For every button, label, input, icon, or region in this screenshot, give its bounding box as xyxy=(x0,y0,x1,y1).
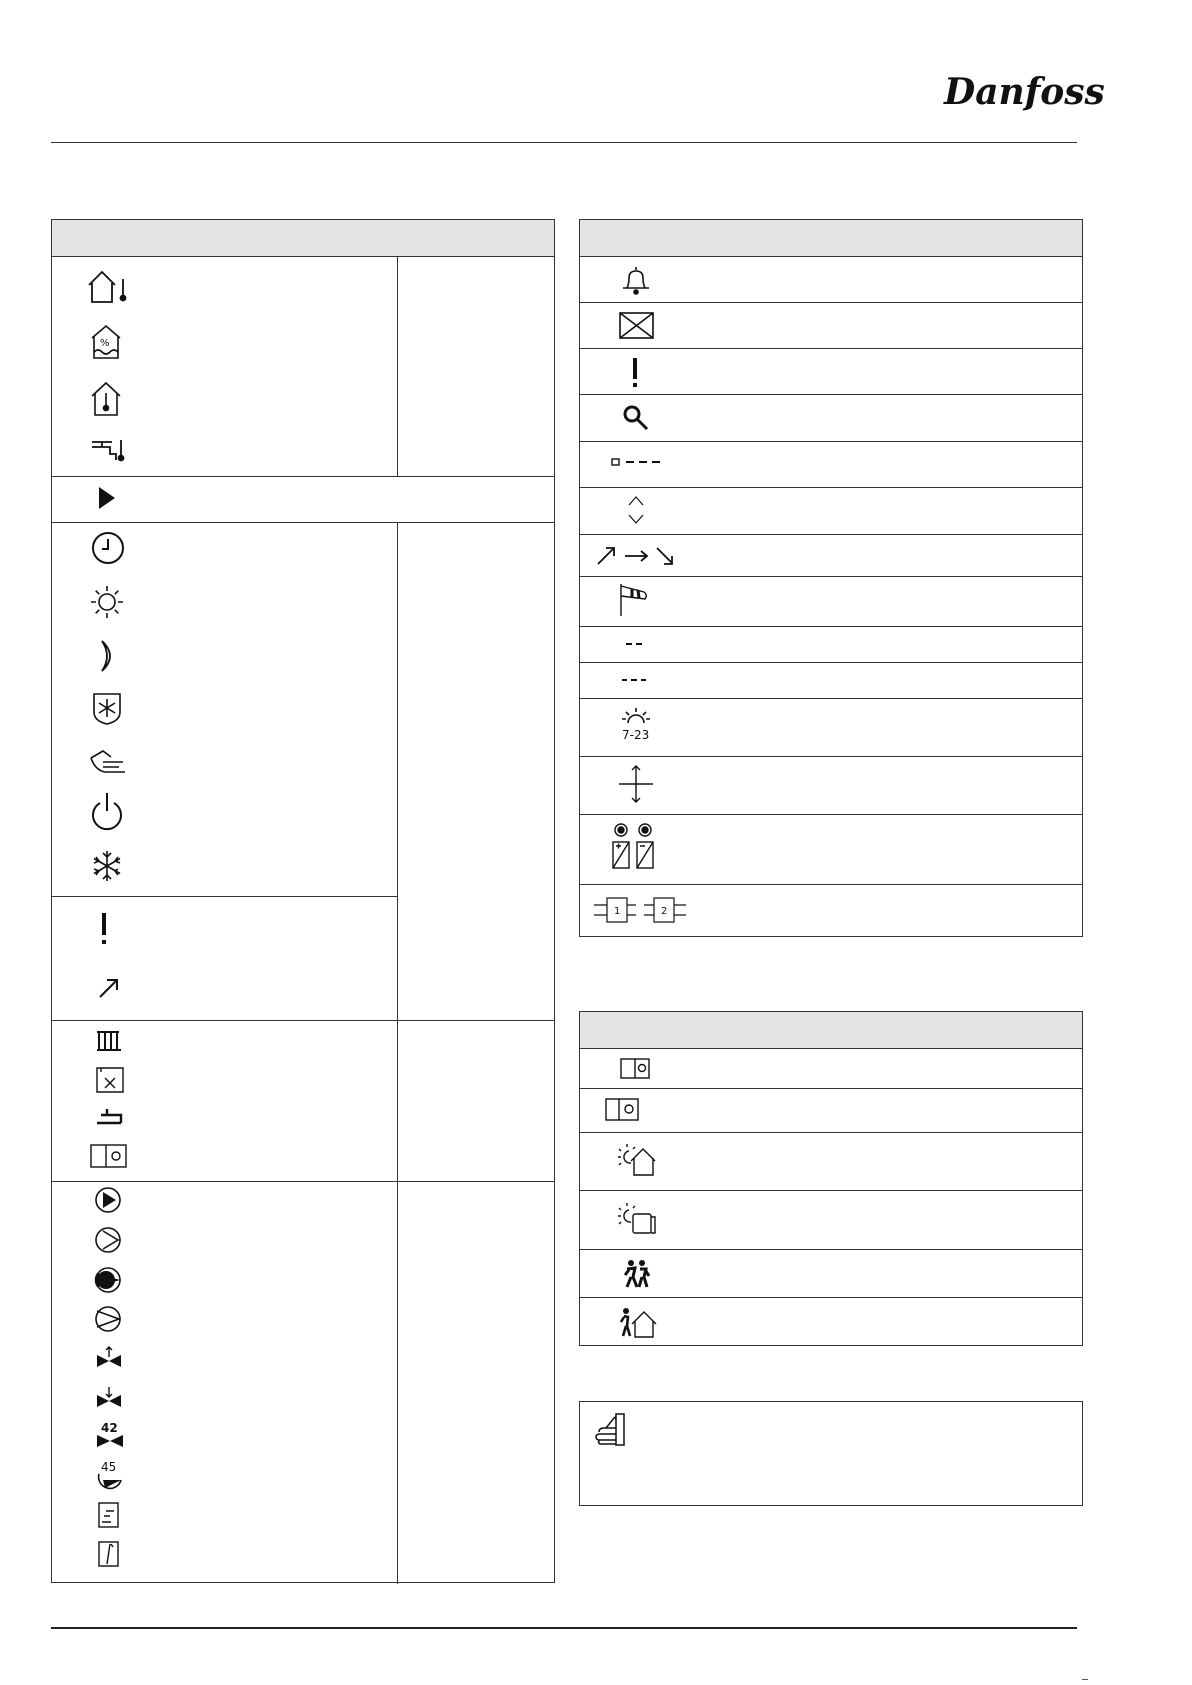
envelope-icon xyxy=(619,312,655,340)
battery-cells-icon xyxy=(610,822,658,872)
floor-heating-icon xyxy=(95,1066,125,1094)
outdoor-sun-building-icon xyxy=(617,1202,657,1236)
divider xyxy=(580,626,1082,627)
logo-text: Danfoss xyxy=(944,71,1105,113)
channel-one-label: 1 xyxy=(614,906,621,917)
rising-arrow-icon xyxy=(98,977,120,999)
pump-off-icon xyxy=(94,1226,122,1254)
frost-protection-icon xyxy=(92,692,122,726)
sun-schedule-icon xyxy=(619,705,653,743)
triple-dash-icon xyxy=(620,676,648,684)
divider xyxy=(580,662,1082,663)
right-symbol-table xyxy=(579,219,1083,937)
four-way-arrows-icon xyxy=(618,764,654,804)
divider xyxy=(580,884,1082,885)
header-rule xyxy=(51,142,1077,143)
channel-modules-icon xyxy=(592,892,688,928)
left-table-header xyxy=(52,220,554,257)
up-down-arrows-icon xyxy=(627,494,645,526)
pump-temperature-label: 45 xyxy=(101,1460,117,1474)
column-divider xyxy=(397,522,398,1584)
right-table-header xyxy=(580,220,1082,257)
divider xyxy=(52,1181,554,1182)
valve-temperature-label: 42 xyxy=(101,1421,118,1435)
segment-dashes-icon xyxy=(610,456,662,468)
divider xyxy=(580,534,1082,535)
right-lower-table-header xyxy=(580,1012,1082,1049)
sun-icon xyxy=(90,585,124,619)
divider xyxy=(580,698,1082,699)
tap-water-temperature-icon xyxy=(90,436,126,466)
footer-mark xyxy=(1082,1679,1088,1680)
divider xyxy=(580,1088,1082,1089)
boiler-tank-icon xyxy=(90,1144,128,1168)
danfoss-logo xyxy=(940,60,1105,122)
hint-hand-icon xyxy=(594,1412,628,1448)
moon-icon xyxy=(98,639,120,673)
clock-icon xyxy=(91,531,125,565)
divider xyxy=(580,814,1082,815)
radiator-icon xyxy=(95,1029,123,1053)
schedule-time-label: 7-23 xyxy=(622,728,650,742)
manual-hand-icon xyxy=(89,748,127,776)
divider xyxy=(580,576,1082,577)
divider xyxy=(52,1020,554,1021)
divider xyxy=(580,756,1082,757)
switch-contact-icon xyxy=(97,1540,121,1568)
divider xyxy=(580,1190,1082,1191)
bell-alarm-icon xyxy=(621,264,651,296)
valve-position-icon xyxy=(95,1421,125,1449)
exclamation-icon xyxy=(630,357,640,389)
pump-outline-icon xyxy=(94,1305,122,1333)
snowflake-icon xyxy=(91,850,123,882)
divider xyxy=(580,348,1082,349)
document-sheet-icon xyxy=(97,1501,121,1529)
domestic-hot-water-tap-icon xyxy=(95,1107,125,1129)
percent-symbol: % xyxy=(100,338,110,349)
person-home-icon xyxy=(620,1307,658,1339)
controller-large-icon xyxy=(605,1098,641,1122)
house-temperature-icon xyxy=(90,381,122,417)
column-divider xyxy=(397,256,398,476)
play-arrow-icon xyxy=(97,485,117,511)
divider xyxy=(580,1249,1082,1250)
divider xyxy=(580,1132,1082,1133)
magnifier-icon xyxy=(621,403,651,433)
pump-filled-icon xyxy=(94,1266,122,1294)
exclamation-icon xyxy=(99,912,109,946)
divider xyxy=(580,394,1082,395)
pump-speed-icon xyxy=(95,1460,125,1492)
left-symbol-table xyxy=(51,219,555,1583)
controller-small-icon xyxy=(620,1058,652,1080)
valve-opening-icon xyxy=(95,1345,123,1369)
windsock-icon xyxy=(618,582,650,618)
people-away-icon xyxy=(623,1259,651,1289)
note-box xyxy=(579,1401,1083,1506)
double-dash-icon xyxy=(624,640,644,648)
divider xyxy=(580,441,1082,442)
valve-closing-icon xyxy=(95,1385,123,1409)
right-lower-symbol-table xyxy=(579,1011,1083,1346)
divider xyxy=(580,302,1082,303)
room-temperature-icon xyxy=(87,269,131,305)
divider xyxy=(580,1297,1082,1298)
standby-power-icon xyxy=(90,791,124,831)
channel-two-label: 2 xyxy=(661,906,668,917)
humidity-icon xyxy=(90,324,122,360)
divider xyxy=(52,522,554,523)
outdoor-sun-house-icon xyxy=(617,1143,657,1177)
divider xyxy=(580,487,1082,488)
trend-arrows-icon xyxy=(595,542,675,568)
divider xyxy=(52,896,397,897)
divider xyxy=(52,476,554,477)
pump-on-icon xyxy=(94,1186,122,1214)
footer-rule xyxy=(51,1627,1077,1629)
